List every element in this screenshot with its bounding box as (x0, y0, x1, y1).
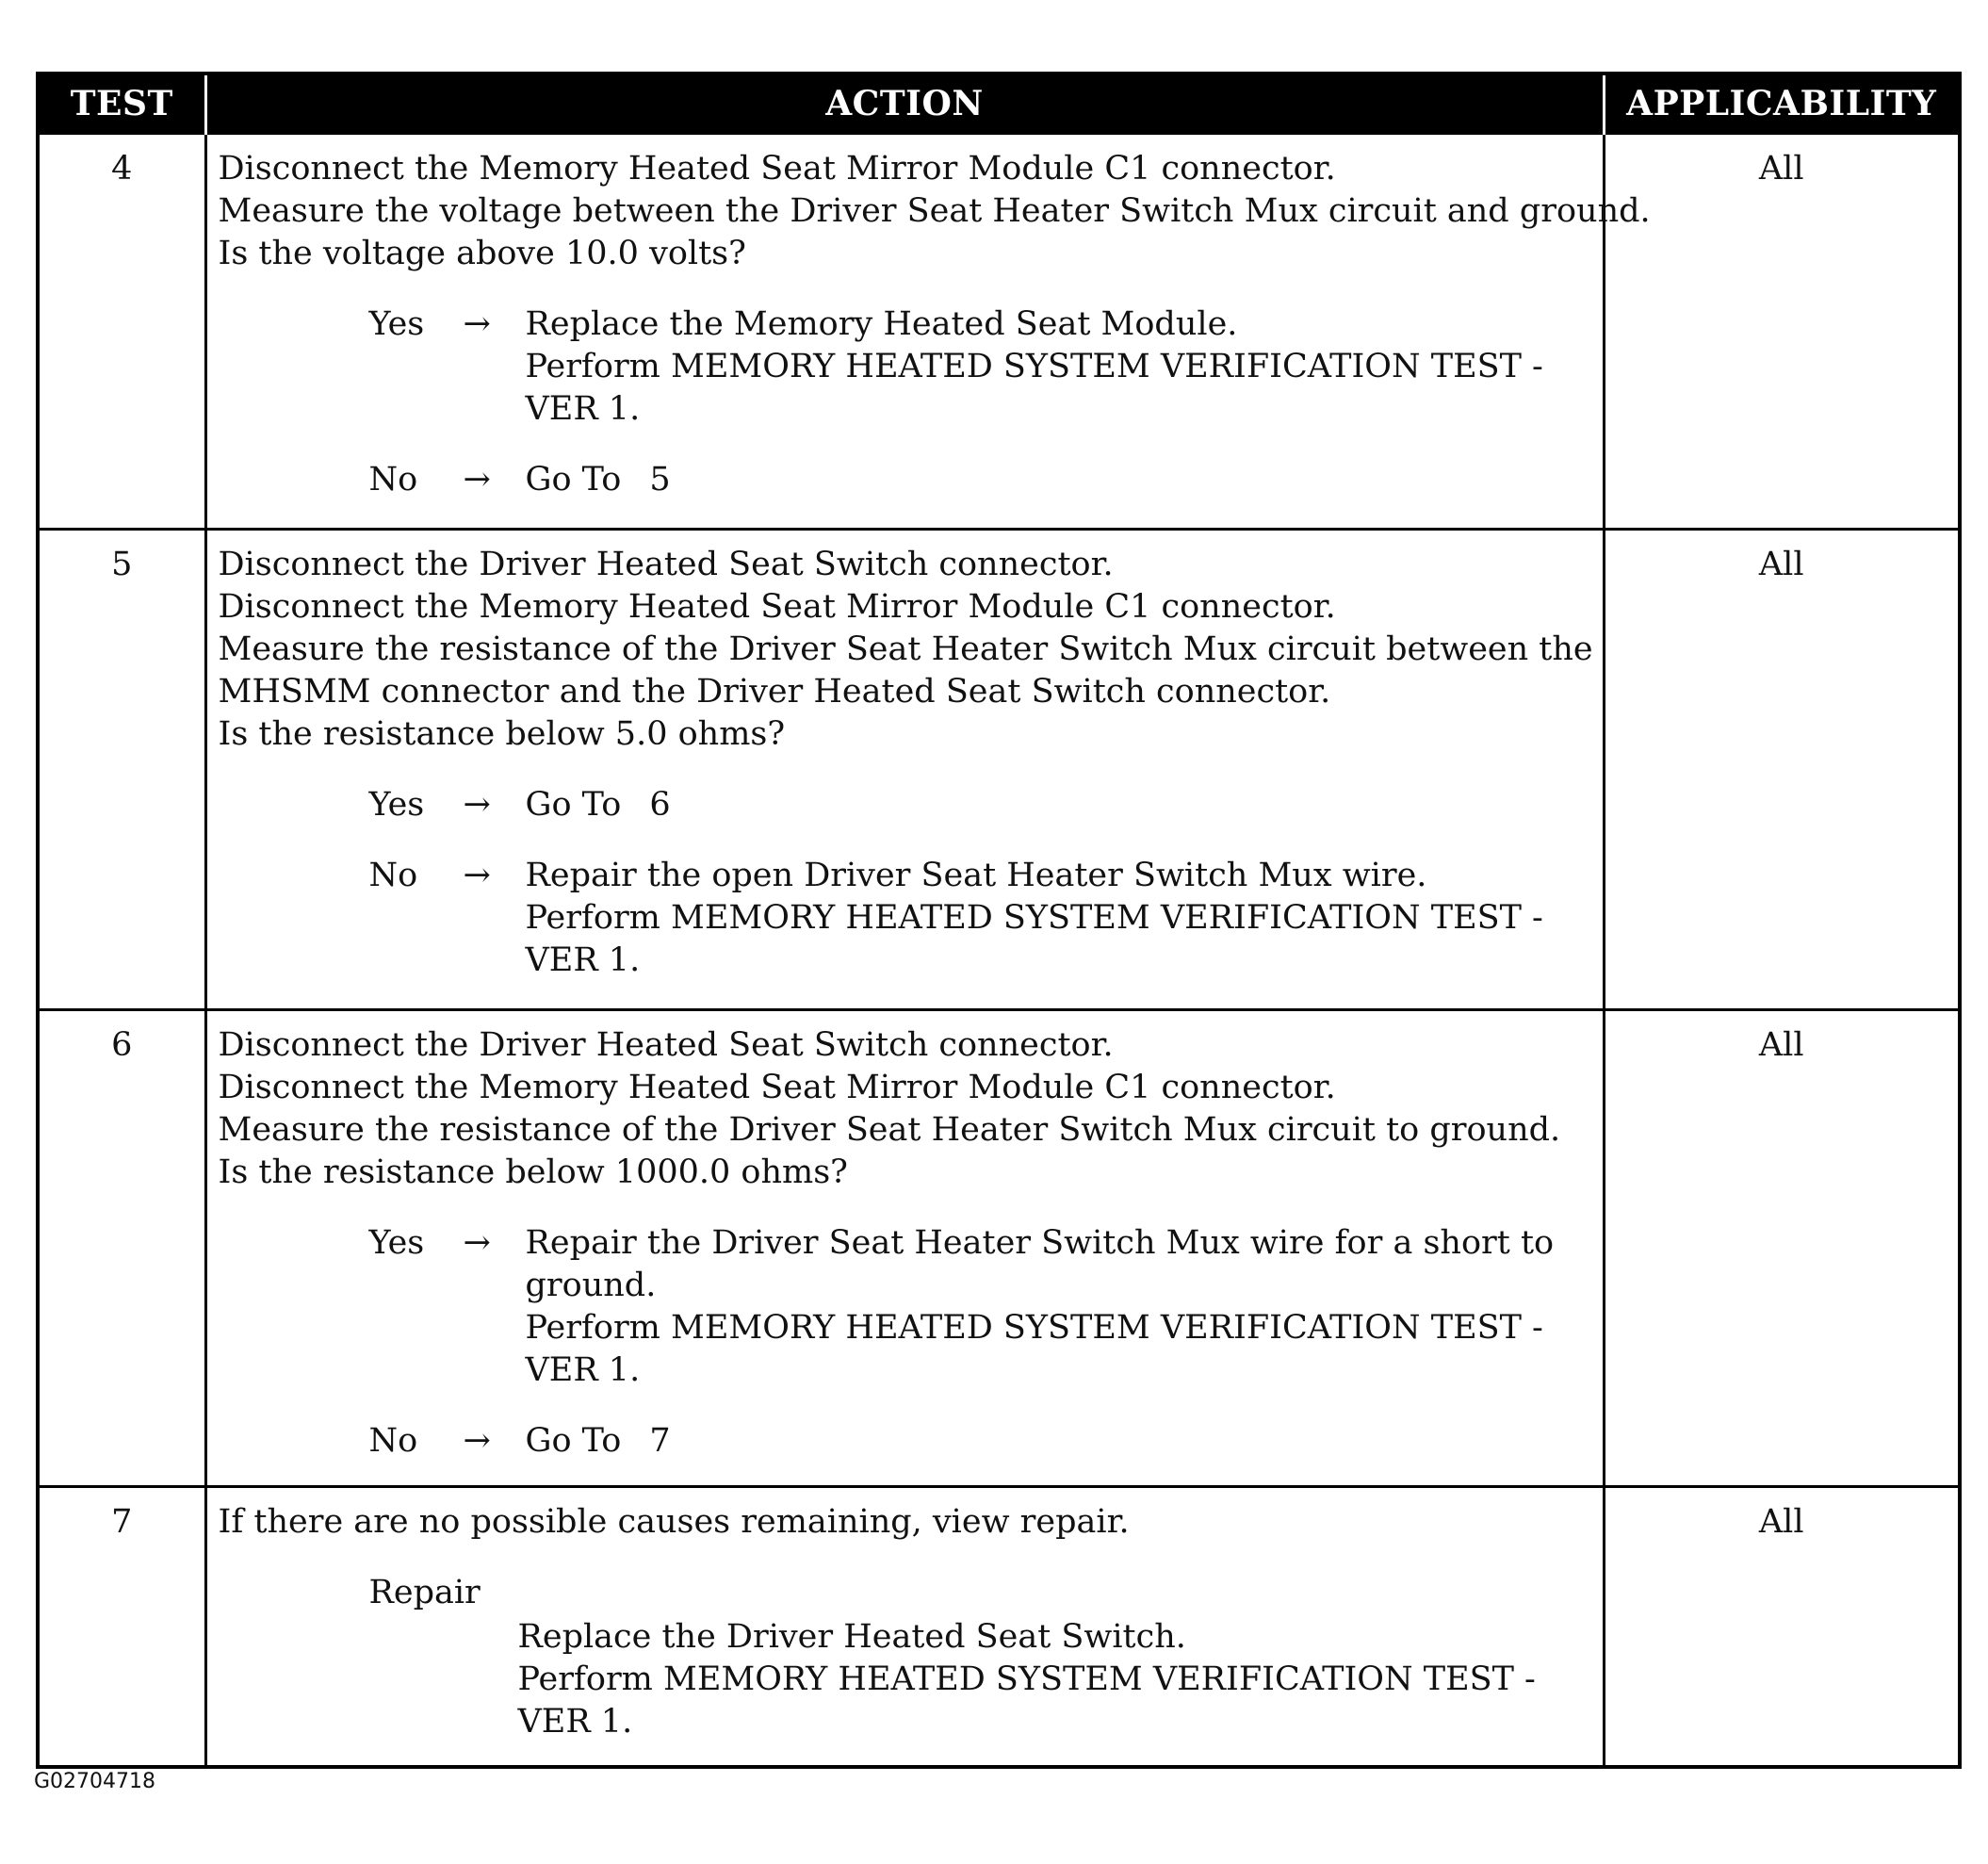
right-arrow-icon: → (463, 857, 491, 894)
right-arrow-icon: → (463, 1422, 491, 1460)
action-step: Disconnect the Driver Heated Seat Switch connector. (218, 546, 1114, 583)
goto-text: Go To (525, 786, 622, 824)
no-outcome (219, 855, 1595, 982)
outcome-text: Perform MEMORY HEATED SYSTEM VERIFICATION TEST - (525, 1309, 1543, 1347)
outcome-text: VER 1. (525, 390, 641, 428)
no-outcome (219, 459, 1595, 501)
yes-outcome (219, 1222, 1595, 1392)
outcome-text: Repair the Driver Seat Heater Switch Mux wire for a short to (525, 1224, 1555, 1262)
table-row (38, 134, 1960, 530)
table-header-row (38, 74, 1960, 134)
yes-outcome (219, 303, 1595, 431)
repair-outcome (219, 1572, 1595, 1743)
test-number: 5 (38, 530, 205, 1010)
right-arrow-icon: → (463, 461, 491, 499)
right-arrow-icon: → (463, 1224, 491, 1262)
yes-label: Yes (368, 1224, 425, 1262)
no-label: No (368, 1422, 418, 1460)
no-label: No (368, 461, 418, 499)
yes-outcome (219, 784, 1595, 826)
outcome-text: Perform MEMORY HEATED SYSTEM VERIFICATION TEST - (525, 899, 1543, 937)
applicability-value: All (1604, 1010, 1960, 1487)
right-arrow-icon: → (463, 786, 491, 824)
repair-text: Replace the Driver Heated Seat Switch. (517, 1618, 1186, 1656)
outcome-text: Replace the Memory Heated Seat Module. (525, 305, 1238, 343)
outcome-text: VER 1. (525, 1351, 641, 1389)
outcome-text: Repair the open Driver Seat Heater Switch Mux wire. (525, 857, 1427, 894)
outcome-text: Perform MEMORY HEATED SYSTEM VERIFICATION TEST - (525, 348, 1543, 385)
repair-text: VER 1. (517, 1703, 633, 1741)
action-step: Disconnect the Memory Heated Seat Mirror Module C1 connector. (218, 1069, 1336, 1106)
applicability-value: All (1604, 1487, 1960, 1767)
applicability-value: All (1604, 134, 1960, 530)
action-cell (205, 530, 1604, 1010)
action-question: Is the resistance below 5.0 ohms? (218, 715, 786, 753)
header-applicability: APPLICABILITY (1604, 74, 1960, 134)
action-step: If there are no possible causes remaining, view repair. (218, 1503, 1130, 1541)
table-row (38, 530, 1960, 1010)
no-label: No (368, 857, 418, 894)
action-step: MHSMM connector and the Driver Heated Seat Switch connector. (218, 673, 1331, 711)
goto-test-link[interactable]: 6 (649, 786, 671, 824)
action-step: Disconnect the Driver Heated Seat Switch connector. (218, 1026, 1114, 1064)
figure-code: G02704718 (34, 1770, 156, 1793)
action-step: Measure the resistance of the Driver Seat Heater Switch Mux circuit to ground. (218, 1111, 1561, 1149)
repair-label: Repair (368, 1574, 481, 1611)
goto-text: Go To (525, 1422, 622, 1460)
action-question: Is the voltage above 10.0 volts? (218, 235, 746, 272)
test-number: 6 (38, 1010, 205, 1487)
yes-label: Yes (368, 305, 425, 343)
diagnostic-test-table (36, 72, 1962, 1769)
table-row (38, 1010, 1960, 1487)
action-cell (205, 134, 1651, 530)
action-question: Is the resistance below 1000.0 ohms? (218, 1153, 848, 1191)
yes-label: Yes (368, 786, 425, 824)
header-action: ACTION (205, 74, 1604, 134)
right-arrow-icon: → (463, 305, 491, 343)
action-step: Measure the resistance of the Driver Seat Heater Switch Mux circuit between the (218, 630, 1593, 668)
outcome-text: VER 1. (525, 941, 641, 979)
test-number: 7 (38, 1487, 205, 1767)
repair-text: Perform MEMORY HEATED SYSTEM VERIFICATION TEST - (517, 1660, 1536, 1698)
test-number: 4 (38, 134, 205, 530)
action-step: Disconnect the Memory Heated Seat Mirror Module C1 connector. (218, 150, 1336, 188)
outcome-text: ground. (525, 1267, 657, 1304)
table-row (38, 1487, 1960, 1767)
header-test: TEST (38, 74, 205, 134)
no-outcome (219, 1420, 1595, 1463)
goto-text: Go To (525, 461, 622, 499)
action-cell (205, 1487, 1604, 1767)
applicability-value: All (1604, 530, 1960, 1010)
action-cell (205, 1010, 1604, 1487)
goto-test-link[interactable]: 7 (649, 1422, 671, 1460)
action-step: Disconnect the Memory Heated Seat Mirror Module C1 connector. (218, 588, 1336, 626)
goto-test-link[interactable]: 5 (649, 461, 671, 499)
action-step: Measure the voltage between the Driver Seat Heater Switch Mux circuit and ground. (218, 192, 1651, 230)
